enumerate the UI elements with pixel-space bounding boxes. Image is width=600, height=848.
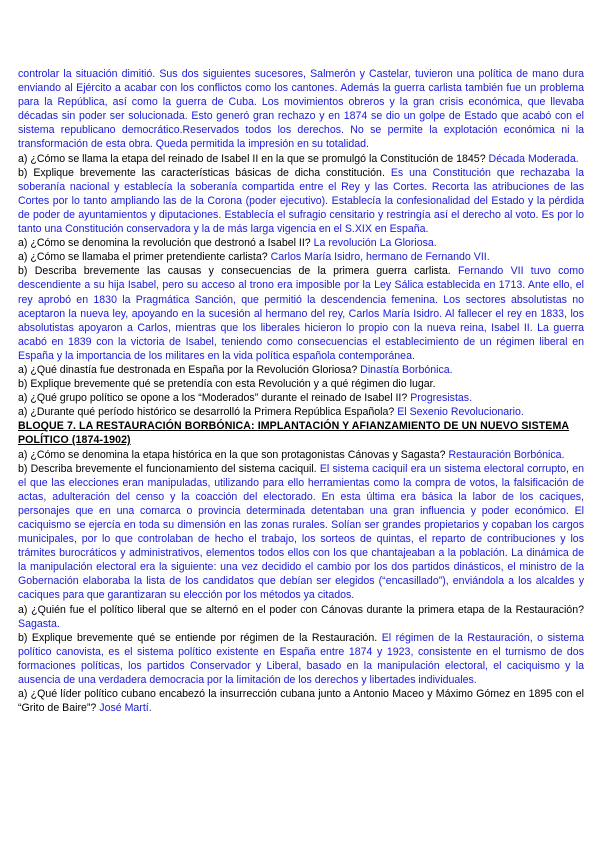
answer-text: Fernando VII tuvo como descendiente a su hija Isabel, pero su acceso al trono era imposible por la Ley Sálica establecida en 1713. Ante ello, el rey aprobó en 1830 la Pragmática Sanción, que permitió la descendencia femenina. Los sectores absolutistas no aceptaron la nueva ley, apoyando en la sucesión al hermano del rey, Carlos María Isidro. Al fallecer el rey en 1833, los absolutistas apoyaron a Carlos, mientras que los liberales hicieron lo propio con la nueva reina, Isabel II. La guerra acabó en 1839 con la victoria de Isabel, teniendo como consecuencias el establecimiento de un régimen liberal en España y la importancia de los militares en la vida política española contemporánea. — [18, 265, 584, 362]
answer-text: El régimen de la Restauración, o sistema político canovista, es el sistema político existente en España entre 1874 y 1923, consistente en el turnismo de dos formaciones políticas, los partidos Conservador y Liberal, basado en la manipulación electoral, el caciquismo y la ausencia de una verdadera democracia por la limitación de los derechos y libertades individuales. — [18, 631, 585, 687]
qa-item — [18, 363, 584, 377]
question-text: b) Explique brevemente qué se pretendía con esta Revolución y a qué régimen dio lugar. — [18, 378, 436, 391]
qa-item — [18, 236, 584, 250]
answer-text: Es una Constitución que rechazaba la soberanía nacional y establecía la soberanía compartida entre el Rey y las Cortes. Recorta las atribuciones de las Cortes por lo tanto ampliando las de la Corona (poder ejecutivo). Establecía la confesionalidad del Estado y la pérdida de poder de ayuntamientos y diputaciones. Establecía el sufragio censitario y restringía así el derecho al voto. Es por lo tanto una Constitución conservadora y la de más larga vigencia en el S.XIX en España. — [18, 166, 585, 236]
question-text: a) ¿Qué dinastía fue destronada en España por la Revolución Gloriosa? — [18, 363, 358, 376]
question-text: b) Explique brevemente las características básicas de dicha constitución. — [18, 166, 385, 179]
question-text: a) ¿Cómo se denomina la etapa histórica en la que son protagonistas Cánovas y Sagasta? — [18, 448, 446, 461]
qa-item — [18, 448, 584, 462]
qa-section-block6 — [18, 152, 584, 420]
qa-item — [18, 264, 584, 363]
answer-text: Progresistas. — [410, 392, 473, 405]
qa-item — [18, 152, 584, 166]
qa-item — [18, 166, 584, 236]
answer-text: El Sexenio Revolucionario. — [397, 406, 524, 419]
answer-text: El sistema caciquil era un sistema electoral corrupto, en el que las elecciones eran manipuladas, utilizando para ello herramientas como la compra de votos, la falsificación de actas, adulteración del censo y la coacción del electorado. En esta última era básica la labor de los caciques, personajes que en una comarca o provincia determinada detentaban una gran influencia y poder económico. El caciquismo se ejercía en toda su dimensión en las zonas rurales. Solían ser grandes propietarios y copaban los cargos municipales, por lo que controlaban de hecho el trabajo, los sorteos de quintas, el reparto de contribuciones y los trámites burocráticos y administrativos, elementos todos ellos con los que chantajeaban a la población. La dinámica de la manipulación electoral era la siguiente: una vez decidido el cambio por los dos partidos dinásticos, el ministro de la Gobernación elaboraba la lista de los candidatos que debían ser elegidos (“encasillado”), enviándola a los alcaldes y caciques para que garantizaran su elección por los métodos ya citados. — [18, 462, 584, 602]
qa-item — [18, 603, 584, 631]
answer-text: Década Moderada. — [488, 152, 579, 165]
question-text: a) ¿Cómo se llamaba el primer pretendiente carlista? — [18, 251, 268, 264]
answer-text: José Martí. — [99, 702, 152, 715]
answer-text: Sagasta. — [18, 617, 60, 630]
qa-item — [18, 687, 584, 715]
question-text: a) ¿Quién fue el político liberal que se alternó en el poder con Cánovas durante la primera etapa de la Restauración? — [18, 603, 584, 616]
qa-section-block7 — [18, 448, 584, 716]
intro-paragraph: controlar la situación dimitió. Sus dos siguientes sucesores, Salmerón y Castelar, tuvieron una política de mano dura enviando al Ejército a acabar con los conflictos como los cantones. Además la guerra carlista también fue un problema para la República, así como la guerra de Cuba. Los movimientos obreros y la gran crisis económica, que llevaba décadas sin poder ser solucionada. Esto generó gran rechazo y en 1874 se dio un golpe de Estado que acabó con el sistema republicano democrático.Reservados todos los derechos. No se permite la explotación económica ni la transformación de esta obra. Queda permitida la impresión en su totalidad. — [18, 68, 584, 151]
answer-text: Restauración Borbónica. — [448, 448, 565, 461]
question-text: b) Describa brevemente el funcionamiento del sistema caciquil. — [18, 462, 317, 475]
qa-item — [18, 462, 584, 603]
qa-item — [18, 250, 584, 264]
question-text: a) ¿Durante qué período histórico se desarrolló la Primera República Española? — [18, 406, 395, 419]
document-page — [18, 67, 584, 715]
qa-item — [18, 377, 584, 391]
section-heading-block7: BLOQUE 7. LA RESTAURACIÓN BORBÓNICA: IMPLANTACIÓN Y AFIANZAMIENTO DE UN NUEVO SISTEMA POLÍTICO (1874-1902) — [18, 420, 570, 447]
question-text: b) Explique brevemente qué se entiende por régimen de la Restauración. — [18, 631, 378, 644]
question-text: a) ¿Cómo se llama la etapa del reinado de Isabel II en la que se promulgó la Constitución de 1845? — [18, 152, 486, 165]
qa-item — [18, 631, 584, 687]
answer-text: Carlos María Isidro, hermano de Fernando VII. — [270, 251, 490, 264]
question-text: b) Describa brevemente las causas y consecuencias de la primera guerra carlista. — [18, 265, 451, 278]
answer-text: La revolución La Gloriosa. — [313, 237, 437, 250]
question-text: a) ¿Qué líder político cubano encabezó la insurrección cubana junto a Antonio Maceo y Máximo Gómez en 1895 con el “Grito de Baire”? — [18, 688, 584, 715]
qa-item — [18, 391, 584, 405]
answer-text: Dinastía Borbónica. — [360, 363, 453, 376]
qa-item — [18, 405, 584, 419]
question-text: a) ¿Qué grupo político se opone a los “Moderados” durante el reinado de Isabel II? — [18, 392, 408, 405]
question-text: a) ¿Cómo se denomina la revolución que destronó a Isabel II? — [18, 237, 311, 250]
